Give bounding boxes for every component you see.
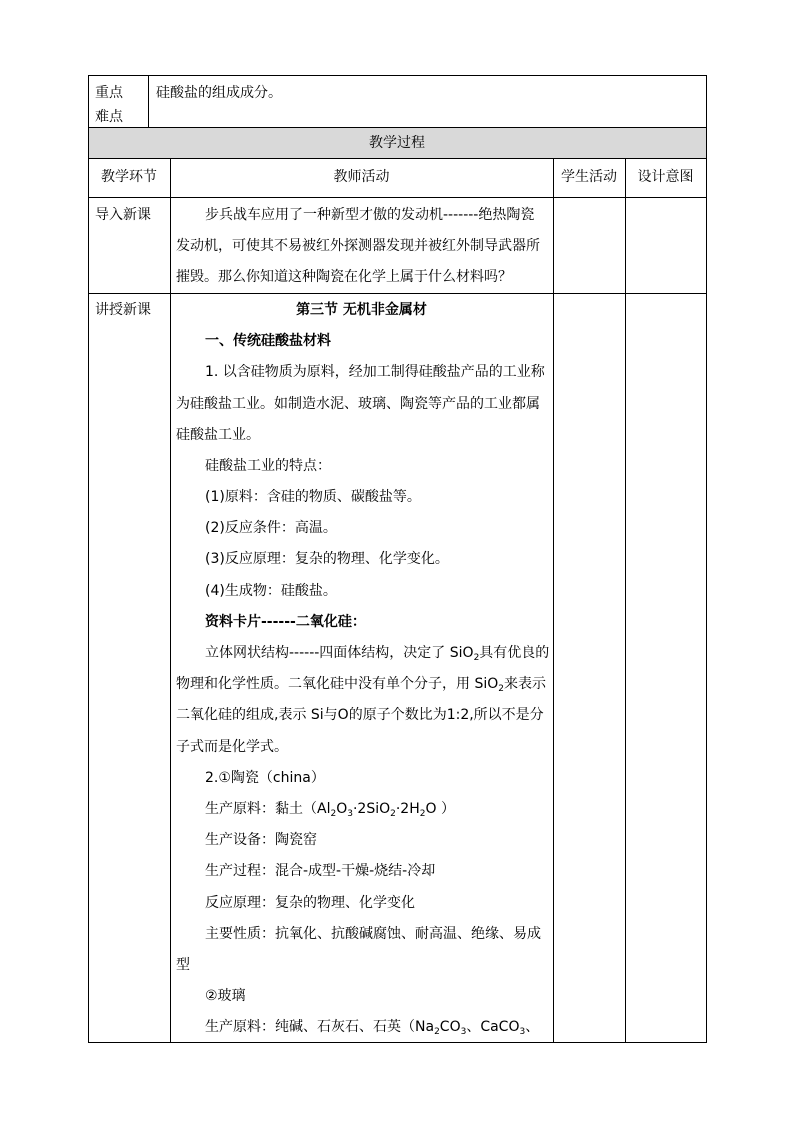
table-border <box>88 75 707 76</box>
table-border <box>88 158 707 159</box>
card-line-2 <box>176 675 546 693</box>
feature-item: (2)反应条件：高温。 <box>205 520 337 536</box>
paragraph-line: 为硅酸盐工业。如制造水泥、玻璃、陶瓷等产品的工业都属 <box>176 396 540 412</box>
ceramic-process: 生产过程：混合-成型-干燥-烧结-冷却 <box>205 863 436 879</box>
intro-label: 导入新课 <box>95 207 151 223</box>
column-header-stage: 教学环节 <box>101 169 157 185</box>
features-title: 硅酸盐工业的特点： <box>205 458 331 474</box>
table-border <box>88 127 707 128</box>
subscript: 2 <box>434 1027 440 1037</box>
table-border <box>170 158 171 1043</box>
feature-item: (1)原料：含硅的物质、碳酸盐等。 <box>205 489 421 505</box>
subscript: 2 <box>330 809 337 819</box>
table-border <box>553 158 554 1043</box>
feature-item: (4)生成物：硅酸盐。 <box>205 583 337 599</box>
ceramic-raw-text: 生产原料：黏土（Al <box>205 801 331 817</box>
ceramic-properties-cont: 型 <box>176 957 190 973</box>
table-border <box>88 293 707 294</box>
table-border <box>88 1042 707 1043</box>
paragraph-line: 1. 以含硅物质为原料，经加工制得硅酸盐产品的工业称 <box>205 364 545 380</box>
intro-line: 摧毁。那么你知道这种陶瓷在化学上属于什么材料吗？ <box>176 269 512 285</box>
glass-raw-text: CO <box>439 1019 461 1035</box>
subscript: 2 <box>498 684 504 694</box>
ceramic-raw-text: O ） <box>425 801 455 817</box>
subscript: 3 <box>460 1027 467 1037</box>
ceramic-raw-text: O <box>336 801 348 817</box>
card-line-1 <box>205 644 549 662</box>
intro-line: 步兵战车应用了一种新型才傲的发动机-------绝热陶瓷 <box>205 207 535 223</box>
ceramic-properties: 主要性质：抗氧化、抗酸碱腐蚀、耐高温、绝缘、易成 <box>205 926 541 942</box>
section-title: 教学过程 <box>369 135 425 151</box>
card-line-4: 子式而是化学式。 <box>176 739 288 755</box>
focus-label-line2: 难点 <box>95 109 123 125</box>
glass-raw-text: 、CaCO <box>466 1019 520 1035</box>
card-line-3: 二氧化硅的组成,表示 Si与O的原子个数比为1:2,所以不是分 <box>176 707 544 723</box>
subscript: 3 <box>519 1027 526 1037</box>
table-border <box>148 75 149 127</box>
lecture-label: 讲授新课 <box>95 302 151 318</box>
lecture-heading: 第三节 无机非金属材 <box>296 302 427 318</box>
table-border <box>706 75 707 1043</box>
column-header-teacher: 教师活动 <box>333 169 390 185</box>
table-border <box>625 158 626 1043</box>
ceramic-title: 2.①陶瓷（china） <box>205 770 325 786</box>
column-header-intent: 设计意图 <box>637 169 694 185</box>
card-line-2-text: 物理和化学性质。二氧化硅中没有单个分子，用 SiO <box>176 676 499 692</box>
table-border <box>88 75 89 1043</box>
glass-raw-text: 生产原料：纯碱、石灰石、石英（Na <box>205 1019 435 1035</box>
card-line-2-tail: 来表示 <box>503 676 546 692</box>
ceramic-raw-materials <box>205 800 455 818</box>
lecture-subheading: 一、传统硅酸盐材料 <box>205 333 331 349</box>
paragraph-line: 硅酸盐工业。 <box>176 427 260 443</box>
focus-label-line1: 重点 <box>95 85 123 101</box>
focus-content: 硅酸盐的组成成分。 <box>156 85 282 101</box>
ceramic-principle: 反应原理：复杂的物理、化学变化 <box>205 895 415 911</box>
subscript: 2 <box>390 809 396 819</box>
table-border <box>88 197 707 198</box>
feature-item: (3)反应原理：复杂的物理、化学变化。 <box>205 551 449 567</box>
glass-title: ②玻璃 <box>205 988 246 1004</box>
subscript: 2 <box>419 809 426 819</box>
subscript: 2 <box>473 653 480 663</box>
intro-line: 发动机，可使其不易被红外探测器发现并被红外制导武器所 <box>176 238 540 254</box>
glass-raw-materials <box>205 1018 539 1036</box>
data-card-title: 资料卡片------二氧化硅： <box>205 614 366 630</box>
ceramic-equipment: 生产设备：陶瓷窑 <box>205 832 317 848</box>
card-line-1-tail: 具有优良的 <box>479 645 550 661</box>
ceramic-raw-text: ·2SiO <box>352 801 391 817</box>
glass-raw-text: 、 <box>525 1019 540 1035</box>
subscript: 3 <box>347 809 353 819</box>
ceramic-raw-text: ·2H <box>395 801 420 817</box>
column-header-student: 学生活动 <box>561 169 617 185</box>
card-line-1-text: 立体网状结构------四面体结构，决定了 SiO <box>205 645 474 661</box>
